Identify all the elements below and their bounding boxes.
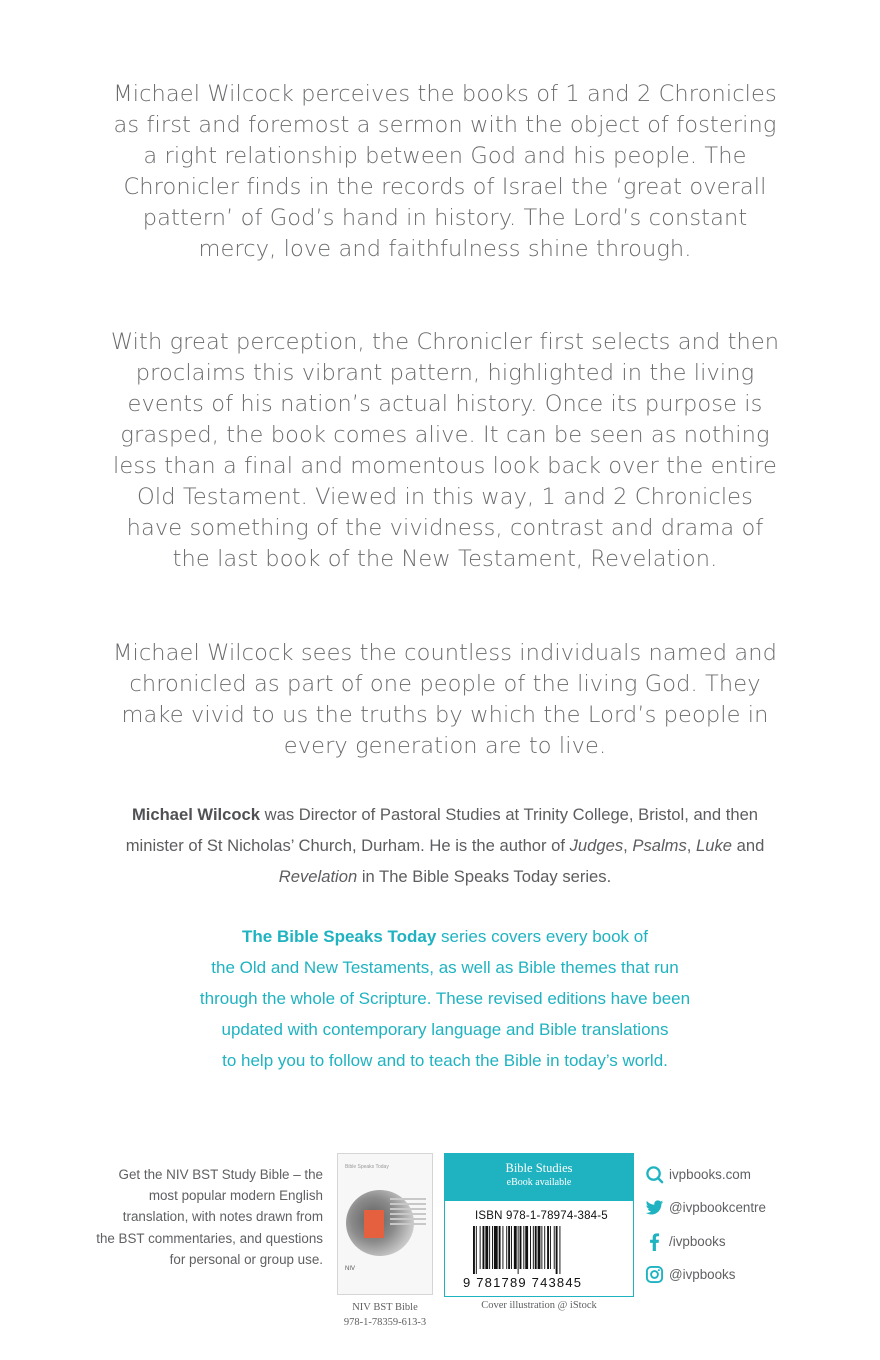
cover-niv-label: NIV xyxy=(345,1266,356,1272)
category-header xyxy=(445,1154,633,1201)
series-name: The Bible Speaks Today xyxy=(242,927,437,946)
search-icon xyxy=(645,1165,664,1184)
twitter-icon xyxy=(645,1198,664,1217)
author-bio: Michael Wilcock was Director of Pastoral Studies at Trinity College, Bristol, and then minister of St Nicholas’ Church, Durham. He is the author of Judges, Psalms, Luke and Revelation in The Bible Speaks Today series. xyxy=(125,805,765,886)
barcode-icon xyxy=(473,1226,607,1274)
category-label: Bible Studies xyxy=(505,1161,573,1175)
blurb-paragraph-1: Michael Wilcock perceives the books of 1 and 2 Chronicles as first and foremost a sermon with the object of fostering a right relationship between God and his people. The Chronicler finds in the records of Israel the ‘great overall pattern’ of God’s hand in history. The Lord’s constant mercy, love and faithfulness shine through. xyxy=(113,81,777,262)
book-title-luke: Luke xyxy=(696,836,732,855)
isbn-number: ISBN 978-1-78974-384-5 xyxy=(475,1210,608,1222)
facebook-link[interactable]: /ivpbooks xyxy=(645,1230,825,1252)
twitter-link[interactable]: @ivpbookcentre xyxy=(645,1196,825,1218)
book-title-judges: Judges xyxy=(569,836,624,855)
book-title-revelation: Revelation xyxy=(278,867,358,886)
instagram-icon xyxy=(645,1265,664,1284)
website-link[interactable]: ivpbooks.com xyxy=(645,1163,825,1185)
blurb-paragraph-2: With great perception, the Chronicler first selects and then proclaims this vibrant pattern, highlighted in the living events of his nation’s actual history. Once its purpose is grasped, the book comes alive. It can be seen as nothing less than a final and momentous look back over the entire Old Testament. Viewed in this way, 1 and 2 Chronicles have something of the vividness, contrast and drama of the last book of the New Testament, Revelation. xyxy=(110,329,780,572)
cover-credit: Cover illustration @ iStock xyxy=(481,1300,597,1311)
author-name: Michael Wilcock xyxy=(131,805,260,824)
book-title-psalms: Psalms xyxy=(632,836,687,855)
study-bible-promo: Get the NIV BST Study Bible – the most popular modern English translation, with notes drawn from the BST commentaries, and questions for personal or group use. xyxy=(96,1167,323,1267)
instagram-link[interactable]: @ivpbooks xyxy=(645,1263,825,1285)
barcode-digits: 9 781789 743845 xyxy=(463,1275,583,1290)
cover-title: Bible Speaks Today xyxy=(345,1164,389,1170)
series-description: The Bible Speaks Today series covers every book of the Old and New Testaments, as well as Bible themes that run through the whole of Scripture. These revised editions have been updated with contemporary language and Bible translations to help you to follow and to teach the Bible in today’s world. xyxy=(199,927,691,1070)
facebook-icon xyxy=(645,1232,664,1251)
study-bible-caption: NIV BST Bible 978-1-78359-613-3 xyxy=(343,1302,427,1328)
study-bible-cover-image xyxy=(337,1153,433,1295)
isbn-box xyxy=(444,1153,634,1297)
blurb-paragraph-3: Michael Wilcock sees the countless individuals named and chronicled as part of one people of the living God. They make vivid to us the truths by which the Lord’s people in every generation are to live. xyxy=(112,640,778,759)
ebook-label: eBook available xyxy=(506,1177,572,1188)
